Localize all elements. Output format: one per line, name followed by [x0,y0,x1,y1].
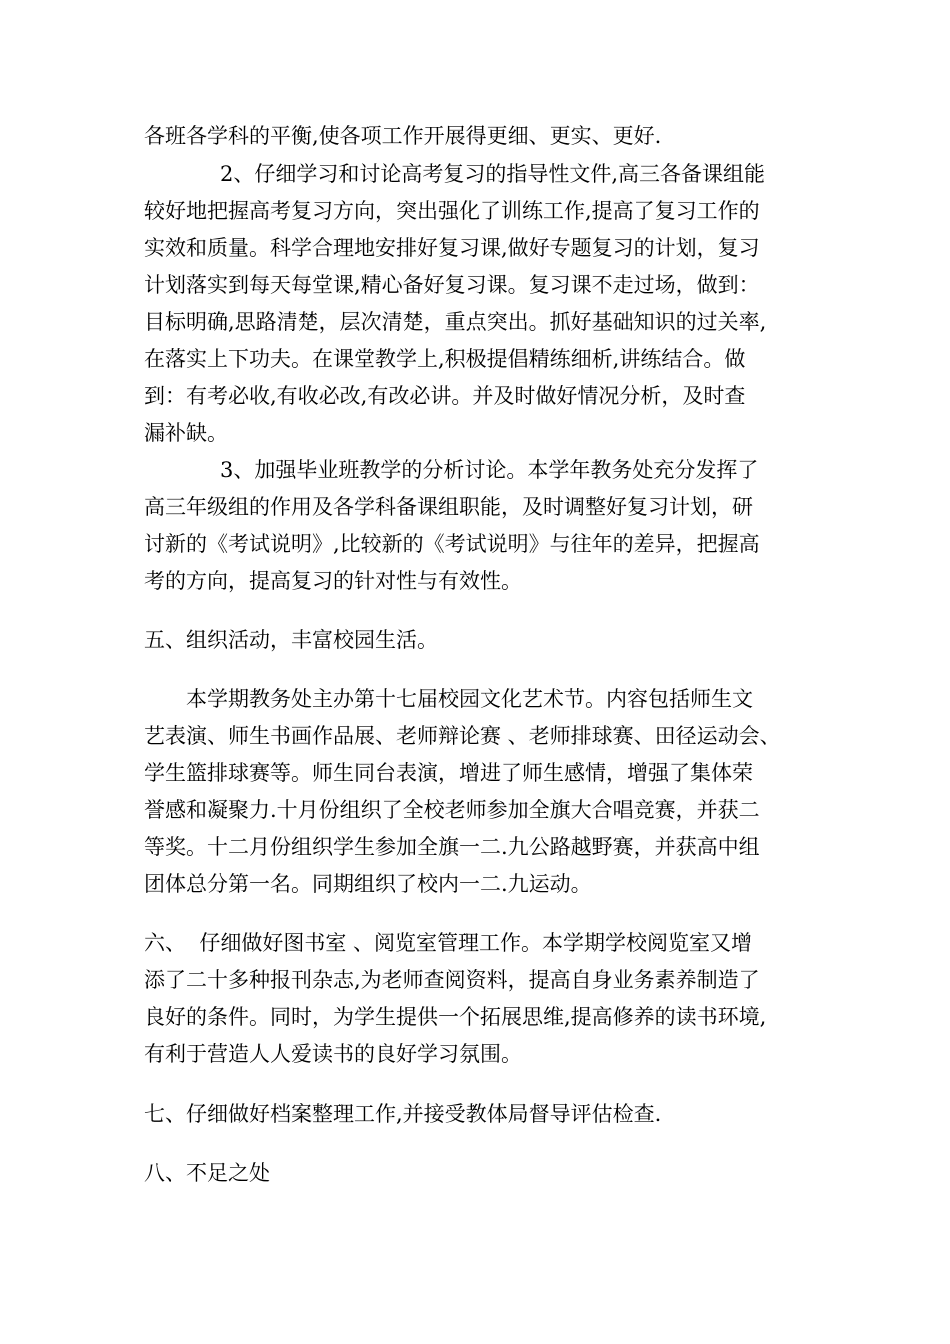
text-line: 团体总分第一名。同期组织了校内一二.九运动。 [144,872,592,896]
text-line: 漏补缺。 [144,421,228,445]
text-line: 较好地把握高考复习方向，突出强化了训练工作,提高了复习工作的 [144,199,760,223]
section-heading: 八、不足之处 [144,1161,270,1185]
text-line: 计划落实到每天每堂课,精心备好复习课。复习课不走过场，做到： [144,273,760,297]
section-heading: 六、 仔细做好图书室 、阅览室管理工作。本学期学校阅览室又增 [144,931,753,955]
text-line: 有利于营造人人爱读书的良好学习氛围。 [144,1042,522,1066]
text-line: 添了二十多种报刊杂志,为老师查阅资料，提高自身业务素养制造了 [144,968,760,992]
text-line: 3、加强毕业班教学的分析讨论。本学年教务处充分发挥了 [220,458,759,482]
text-line: 实效和质量。科学合理地安排好复习课,做好专题复习的计划，复习 [144,236,760,260]
text-line: 高三年级组的作用及各学科备课组职能，及时调整好复习计划，研 [144,495,753,519]
text-line: 讨新的《考试说明》,比较新的《考试说明》与往年的差异，把握高 [144,532,760,556]
text-line: 2、仔细学习和讨论高考复习的指导性文件,高三各备课组能 [220,162,766,186]
text-line: 学生篮排球赛等。师生同台表演，增进了师生感情，增强了集体荣 [144,761,753,785]
text-line: 在落实上下功夫。在课堂教学上,积极提倡精练细析,讲练结合。做 [144,347,746,371]
text-line: 目标明确,思路清楚，层次清楚，重点突出。抓好基础知识的过关率, [144,310,767,334]
text-line: 到：有考必收,有收必改,有改必讲。并及时做好情况分析，及时查 [144,384,746,408]
text-line: 良好的条件。同时，为学生提供一个拓展思维,提高修养的读书环境, [144,1005,767,1029]
text-line: 各班各学科的平衡,使各项工作开展得更细、更实、更好. [144,124,662,148]
text-line: 考的方向，提高复习的针对性与有效性。 [144,569,522,593]
section-heading: 七、仔细做好档案整理工作,并接受教体局督导评估检查. [144,1102,662,1126]
text-line: 本学期教务处主办第十七届校园文化艺术节。内容包括师生文 [186,687,753,711]
section-heading: 五、组织活动，丰富校园生活。 [144,628,438,652]
text-line: 誉感和凝聚力.十月份组织了全校老师参加全旗大合唱竞赛，并获二 [144,798,760,822]
text-line: 艺表演、师生书画作品展、老师辩论赛 、老师排球赛、田径运动会、 [144,724,781,748]
text-line: 等奖。十二月份组织学生参加全旗一二.九公路越野赛，并获高中组 [144,835,760,859]
